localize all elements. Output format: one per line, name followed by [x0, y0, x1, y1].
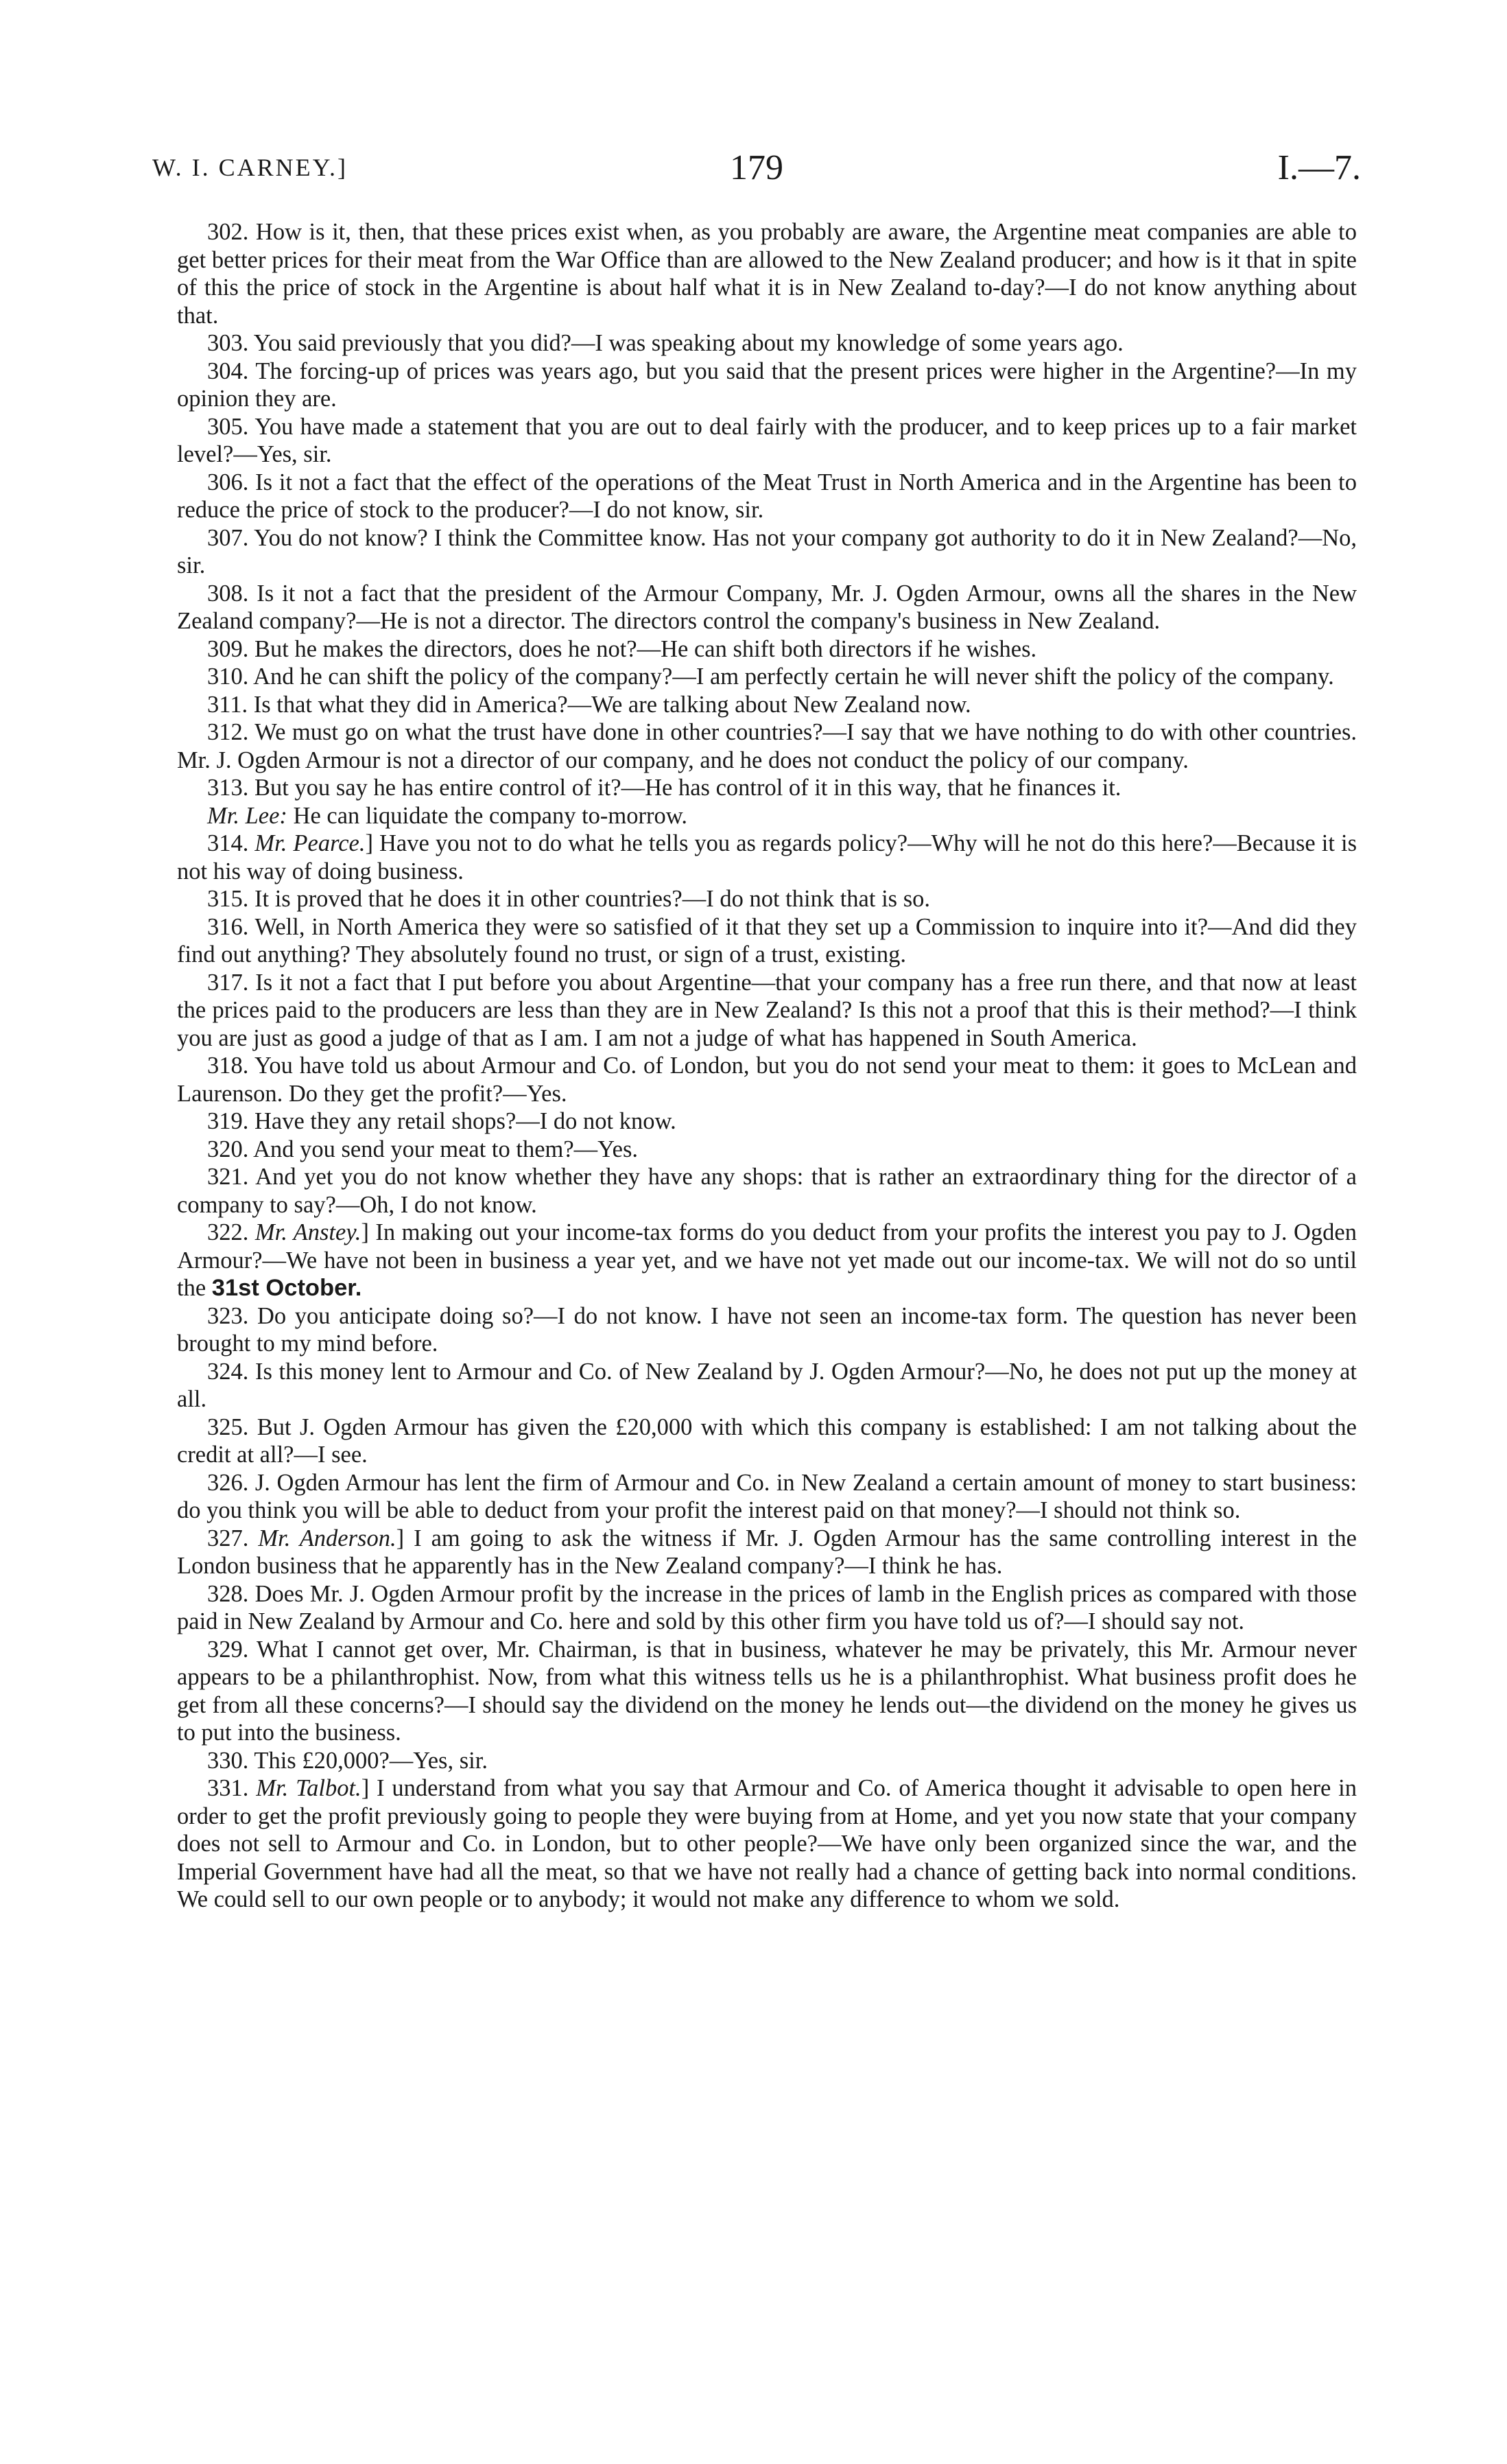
speaker-name: Mr. Talbot. [256, 1775, 361, 1801]
paragraph-323: 323. Do you anticipate doing so?—I do not know. I have not seen an income-tax form. The question has never been brought to my mind before. [177, 1302, 1357, 1357]
page-header [152, 148, 1361, 196]
bold-date: 31st October. [211, 1275, 362, 1301]
paragraph-302: 302. How is it, then, that these prices exist when, as you probably are aware, the Argentine meat companies are able to get better prices for their meat from the War Office than are allowed to the New Zealand producer; and how is it that in spite of this the price of stock in the Argentine is about half what it is in New Zealand to-day?—I do not know anything about that. [177, 219, 1357, 329]
paragraph-317: 317. Is it not a fact that I put before you about Argentine—that your company has a free run there, and that now at least the prices paid to the producers are less than they are in New Zealand? Is this not a proof that this is their method?—I think you are just as good a judge of that as I am. I am not a judge of what has happened in South America. [177, 969, 1357, 1051]
question-number: 331. [207, 1775, 257, 1801]
paragraph-330: 330. This £20,000?—Yes, sir. [207, 1747, 488, 1774]
question-number: 322. [207, 1219, 255, 1245]
paragraph-text: He can liquidate the company to-morrow. [287, 802, 688, 829]
document-reference: I.—7. [1277, 148, 1361, 187]
paragraph-310: 310. And he can shift the policy of the company?—I am perfectly certain he will never shift the policy of the company. [207, 664, 1334, 690]
speaker-name: Mr. Pearce. [254, 830, 366, 856]
paragraph-315: 315. It is proved that he does it in other countries?—I do not think that is so. [207, 886, 931, 912]
paragraph-329: 329. What I cannot get over, Mr. Chairman, is that in business, whatever he may be privately, this Mr. Armour never appears to be a philanthrophist. Now, from what this witness tells us he is a philanthrophist. What business profit does he get from all these concerns?—I should say the dividend on the money he lends out—the dividend on the money he gives us to put into the business. [177, 1636, 1357, 1746]
paragraph-312: 312. We must go on what the trust have done in other countries?—I say that we have nothing to do with other countries. Mr. J. Ogden Armour is not a director of our company, and he does not conduct the policy of our company. [177, 719, 1357, 773]
paragraph-316: 316. Well, in North America they were so satisfied of it that they set up a Commission to inquire into it?—And did they find out anything? They absolutely found no trust, or sign of a trust, existing. [177, 913, 1357, 967]
evidence-text [177, 218, 1357, 1914]
paragraph-305: 305. You have made a statement that you are out to deal fairly with the producer, and to keep prices up to a fair market level?—Yes, sir. [177, 413, 1357, 467]
paragraph-322 [177, 1219, 1357, 1302]
paragraph-text: ] In making out your income-tax forms do you deduct from your profits the interest you pay to J. Ogden Armour?—We have not been in business a year yet, and we have not yet made out our income-tax. We will not do so until the [177, 1219, 1357, 1301]
paragraph-308: 308. Is it not a fact that the president of the Armour Company, Mr. J. Ogden Armour, owns all the shares in the New Zealand company?—He is not a director. The directors control the company's business in New Zealand. [177, 580, 1357, 634]
paragraph-321: 321. And yet you do not know whether they have any shops: that is rather an extraordinary thing for the director of a company to say?—Oh, I do not know. [177, 1164, 1357, 1218]
paragraph-320: 320. And you send your meat to them?—Yes. [207, 1136, 638, 1162]
question-number: 314. [207, 830, 255, 856]
paragraph-303: 303. You said previously that you did?—I was speaking about my knowledge of some years ago. [207, 330, 1124, 356]
speaker-name: Mr. Anstey. [254, 1219, 361, 1245]
paragraph-314 [177, 830, 1357, 885]
speaker-name: Mr. Anderson. [258, 1525, 396, 1551]
header-witness-name: W. I. CARNEY.] [152, 154, 348, 181]
paragraph-325: 325. But J. Ogden Armour has given the £20,000 with which this company is established: I am not talking about the credit at all?—I see. [177, 1413, 1357, 1468]
paragraph-318: 318. You have told us about Armour and Co. of London, but you do not send your meat to them: it goes to McLean and Laurenson. Do they get the profit?—Yes. [177, 1053, 1357, 1107]
paragraph-313: 313. But you say he has entire control of it?—He has control of it in this way, that he finances it. [207, 775, 1122, 801]
speaker-name: Mr. Lee: [207, 802, 287, 829]
paragraph-331 [177, 1774, 1357, 1914]
paragraph-328: 328. Does Mr. J. Ogden Armour profit by the increase in the prices of lamb in the English prices as compared with those paid in New Zealand by Armour and Co. here and sold by this other firm you have told us of?—I should say not. [177, 1580, 1357, 1634]
paragraph-319: 319. Have they any retail shops?—I do not know. [207, 1108, 676, 1134]
paragraph-text: ] I am going to ask the witness if Mr. J. Ogden Armour has the same controlling interest in the London business that he apparently has in the New Zealand company?—I think he has. [177, 1525, 1357, 1579]
paragraph-324: 324. Is this money lent to Armour and Co. of New Zealand by J. Ogden Armour?—No, he does not put up the money at all. [177, 1358, 1357, 1412]
paragraph-mr-lee [177, 802, 1357, 830]
question-number: 327. [207, 1525, 259, 1551]
paragraph-309: 309. But he makes the directors, does he not?—He can shift both directors if he wishes. [207, 635, 1037, 662]
paragraph-311: 311. Is that what they did in America?—We are talking about New Zealand now. [207, 691, 971, 718]
paragraph-text: ] I understand from what you say that Armour and Co. of America thought it advisable to open here in order to get the profit previously going to people they were buying from at Home, and yet you now state that your company does not sell to Armour and Co. in London, but to other people?—We have only been organized since the war, and the Imperial Government have had all the meat, so that we have not really had a chance of getting back into normal conditions. We could sell to our own people or to anybody; it would not make any difference to whom we sold. [177, 1775, 1357, 1912]
paragraph-327 [177, 1525, 1357, 1580]
paragraph-304: 304. The forcing-up of prices was years ago, but you said that the present prices were higher in the Argentine?—In my opinion they are. [177, 357, 1357, 412]
paragraph-306: 306. Is it not a fact that the effect of the operations of the Meat Trust in North America and in the Argentine has been to reduce the price of stock to the producer?—I do not know, sir. [177, 469, 1357, 523]
page-number: 179 [730, 148, 783, 187]
paragraph-text: ] Have you not to do what he tells you as regards policy?—Why will he not do this here?—Because it is not his way of doing business. [177, 830, 1357, 884]
paragraph-326: 326. J. Ogden Armour has lent the firm of Armour and Co. in New Zealand a certain amount of money to start business: do you think you will be able to deduct from your profit the interest paid on that money?—I should not think so. [177, 1469, 1357, 1523]
paragraph-307: 307. You do not know? I think the Committee know. Has not your company got authority to do it in New Zealand?—No, sir. [177, 524, 1357, 578]
